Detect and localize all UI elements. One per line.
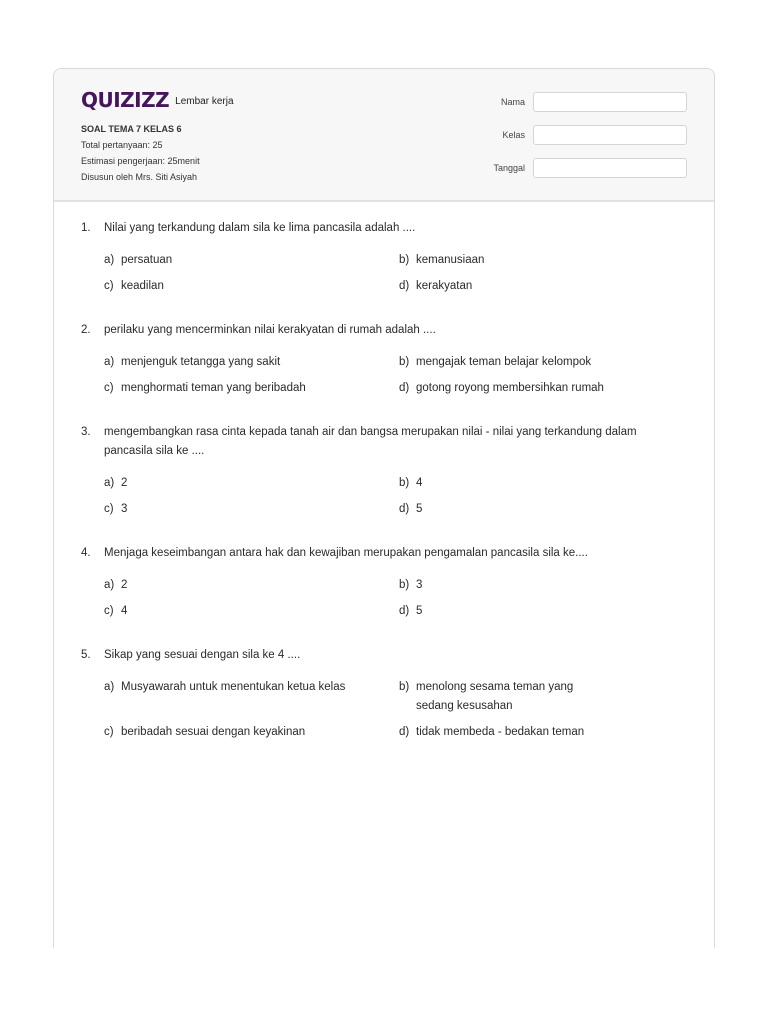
option-d[interactable] [399,277,674,296]
option-text: 3 [416,579,423,591]
option-letter: c) [104,503,114,515]
question-5 [81,646,691,742]
option-text: menjenguk tetangga yang sakit [121,356,281,368]
option-a[interactable] [104,678,399,716]
option-a[interactable] [104,576,399,595]
option-text: 4 [121,605,128,617]
question-1 [81,219,691,296]
brand-subtitle: Lembar kerja [175,95,234,107]
option-letter: c) [104,605,114,617]
option-letter: d) [399,726,410,738]
option-letter: b) [399,681,410,693]
option-letter: a) [104,681,115,693]
option-c[interactable] [104,723,399,742]
date-field-row [465,158,687,178]
options [104,353,691,398]
author: Disusun oleh Mrs. Siti Asiyah [81,172,198,182]
question-text: Nilai yang terkandung dalam sila ke lima pancasila adalah .... [104,222,416,234]
class-field-row [465,125,687,145]
option-letter: c) [104,280,114,292]
option-b[interactable] [399,678,614,716]
time-estimate: Estimasi pengerjaan: 25menit [81,156,200,166]
option-text: gotong royong membersihkan rumah [416,382,604,394]
class-input[interactable] [533,125,687,145]
worksheet-meta [81,121,200,185]
question-text: Sikap yang sesuai dengan sila ke 4 .... [104,649,301,661]
option-text: 2 [121,579,128,591]
option-text: kerakyatan [416,280,473,292]
question-number: 3. [81,426,91,438]
question-text: perilaku yang mencerminkan nilai kerakyatan di rumah adalah .... [104,324,436,336]
option-c[interactable] [104,379,399,398]
brand [81,88,234,112]
option-letter: b) [399,477,410,489]
total-questions: Total pertanyaan: 25 [81,140,163,150]
question-number: 1. [81,222,91,234]
option-letter: a) [104,254,115,266]
question-2 [81,321,691,398]
option-text: menghormati teman yang beribadah [121,382,306,394]
name-field-row [465,92,687,112]
option-text: 4 [416,477,423,489]
option-text: 3 [121,503,128,515]
option-text: mengajak teman belajar kelompok [416,356,592,368]
option-b[interactable] [399,353,674,372]
option-letter: a) [104,477,115,489]
option-letter: d) [399,503,410,515]
option-text: 5 [416,503,423,515]
option-d[interactable] [399,379,674,398]
option-letter: b) [399,254,410,266]
option-text: persatuan [121,254,173,266]
option-text: keadilan [121,280,164,292]
worksheet-title: SOAL TEMA 7 KELAS 6 [81,124,182,134]
option-d[interactable] [399,723,674,742]
option-text: 2 [121,477,128,489]
option-letter: d) [399,280,410,292]
option-letter: b) [399,356,410,368]
option-letter: b) [399,579,410,591]
option-b[interactable] [399,474,674,493]
option-letter: d) [399,605,410,617]
option-d[interactable] [399,500,674,519]
quizizz-logo: QUIZIZZ [81,88,170,112]
option-b[interactable] [399,576,674,595]
question-text: mengembangkan rasa cinta kepada tanah air dan bangsa merupakan nilai - nilai yang terkandung dalam pancasila sila ke .... [104,426,637,457]
worksheet-header [54,69,714,202]
date-label: Tanggal [493,163,525,173]
option-text: 5 [416,605,423,617]
question-list [81,219,691,742]
option-text: Musyawarah untuk menentukan ketua kelas [121,681,346,693]
name-input[interactable] [533,92,687,112]
option-c[interactable] [104,277,399,296]
question-number: 2. [81,324,91,336]
option-text: kemanusiaan [416,254,485,266]
question-number: 4. [81,547,91,559]
option-a[interactable] [104,353,399,372]
option-c[interactable] [104,500,399,519]
option-d[interactable] [399,602,674,621]
class-label: Kelas [502,130,525,140]
option-letter: a) [104,579,115,591]
options [104,678,691,742]
option-text: tidak membeda - bedakan teman [416,726,585,738]
name-label: Nama [500,97,525,107]
options [104,251,691,296]
option-text: menolong sesama teman yang sedang kesusahan [416,681,574,712]
option-letter: d) [399,382,410,394]
option-text: beribadah sesuai dengan keyakinan [121,726,306,738]
question-number: 5. [81,649,91,661]
options [104,474,691,519]
question-text: Menjaga keseimbangan antara hak dan kewajiban merupakan pengamalan pancasila sila ke.... [104,547,588,559]
worksheet [53,68,715,948]
option-letter: a) [104,356,115,368]
option-letter: c) [104,726,114,738]
question-4 [81,544,691,621]
question-3 [81,423,691,519]
option-b[interactable] [399,251,674,270]
option-a[interactable] [104,474,399,493]
date-input[interactable] [533,158,687,178]
option-c[interactable] [104,602,399,621]
option-a[interactable] [104,251,399,270]
option-letter: c) [104,382,114,394]
options [104,576,691,621]
